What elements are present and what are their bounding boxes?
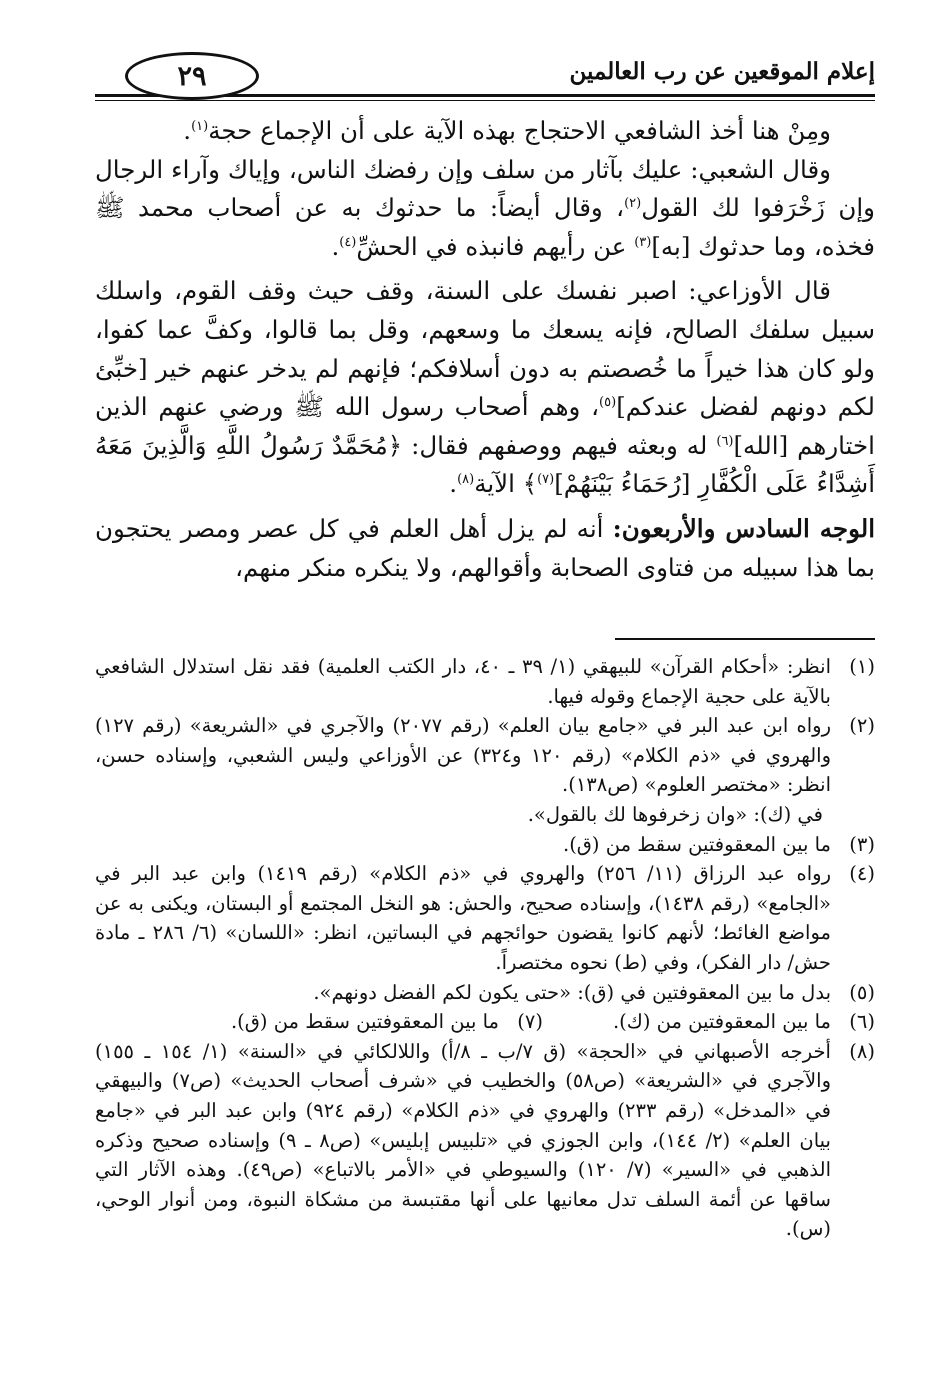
footnote-text: رواه ابن عبد البر في «جامع بيان العلم» (رقم ٢٠٧٧) والآجري في «الشريعة» (رقم ١٢٧) والهروي في «ذم الكلام» (رقم ١٢٠ و٣٢٤) عن الأوزاعي وليس الشعبي، وإسناده حسن، انظر: «مختصر العلوم» (ص١٣٨).	[95, 714, 831, 797]
footnote-text: رواه عبد الرزاق (١١/ ٢٥٦) والهروي في «ذم الكلام» (رقم ١٤١٩) وابن عبد البر في «الجامع» (رقم ١٤٣٨)، وإسناده صحيح، والحش: هو النخل المجتمع أو البستان، ويكنى به عن مواضع الغائط؛ لأنهم كانوا يقضون حوائجهم في البساتين، انظر: «اللسان» (٦/ ٢٨٦ ـ مادة حش/ دار الفكر)، وفي (ط) نحوه مختصراً.	[95, 862, 831, 974]
punctuation: .	[449, 469, 458, 499]
footnote-ref: (٨)	[457, 472, 475, 488]
footnote-8	[95, 1037, 875, 1244]
quran-verse: له وبعثه فيهم ووصفهم فقال: ﴿مُحَمَّدٌ رَسُولُ اللَّهِ وَالَّذِينَ مَعَهُ أَشِدَّاءُ عَلَى الْكُفَّارِ [رُحَمَاءُ بَيْنَهُمْ]	[95, 430, 875, 499]
footnote-2	[95, 711, 875, 800]
footnote-ref: (٥)	[599, 395, 617, 410]
footnote-7	[231, 1007, 543, 1037]
footnote-6	[613, 1007, 875, 1037]
paragraph-text: ومِنْ هنا أخذ الشافعي الاحتجاج بهذه الآية على أن الإجماع حجة	[208, 116, 831, 145]
footnote-text: ما بين المعقوفتين سقط من (ق).	[230, 1010, 499, 1034]
footnote-text: ما بين المعقوفتين سقط من (ق).	[563, 832, 831, 856]
paragraph-4	[95, 510, 875, 587]
footnote-ref: (٧)	[537, 472, 555, 488]
paragraph-text: عن رأيهم فانبذه في الحشِّ	[356, 231, 635, 261]
page-header	[95, 44, 875, 102]
footnote-text: أخرجه الأصبهاني في «الحجة» (ق ٧/ب ـ ٨/أ) واللالكائي في «السنة» (١/ ١٥٤ ـ ١٥٥) والآجري في «الشريعة» (ص٥٨) والخطيب في «شرف أصحاب الحديث» (ص٧) والبيهقي في «المدخل» (رقم ٢٣٣) والهروي في «ذم الكلام» (رقم ٩٢٤) وابن عبد البر في «جامع بيان العلم» (٢/ ١٤٤)، وابن الجوزي في «تلبيس إبليس» (ص٨ ـ ٩) وإسناده صحيح وذكره الذهبي في «السير» (٧/ ١٢٠) والسيوطي في «الأمر بالاتباع» (ص٤٩). وهذه الآثار التي ساقها عن أئمة السلف تدل معانيها على أنها مقتبسة من مشكاة النبوة، ومن أنوار الوحي، (س).	[95, 1039, 832, 1241]
page-number: ٢٩	[125, 52, 259, 100]
footnote-number: (٢)	[849, 714, 875, 738]
footnote-3	[95, 830, 875, 860]
footnote-number: (٤)	[849, 862, 875, 886]
footnote-text: انظر: «أحكام القرآن» للبيهقي (١/ ٣٩ ـ ٤٠، دار الكتب العلمية) فقد نقل استدلال الشافعي بالآية على حجية الإجماع وقوله فيها.	[95, 655, 831, 708]
footnote-1	[95, 652, 875, 711]
punctuation: .	[331, 231, 340, 261]
footnotes	[95, 652, 875, 1244]
section-heading: الوجه السادس والأربعون:	[612, 513, 876, 543]
paragraph-text: وقال الشعبي: عليك بآثار من سلف وإن رفضك الناس، وإياك وآراء الرجال وإن زَخْرَفوا لك القول	[95, 154, 875, 223]
footnote-number: (٣)	[849, 832, 875, 856]
footnote-ref: (٣)	[634, 234, 652, 250]
footnote-number: (٧)	[517, 1010, 543, 1034]
paragraph-text: قال الأوزاعي: اصبر نفسك على السنة، وقف حيث وقف القوم، واسلك سبيل سلفك الصالح، فإنه يسعك ما وسعهم، وقل بما قالوا، وكفَّ عما كفوا، ولو كان هذا خيراً ما خُصصتم به دون أسلافكم؛ فإنهم لم يدخر عنهم خير [خبِّئ لكم دونهم لفضل عندكم]	[95, 276, 875, 422]
footnote-ref: (١)	[191, 118, 209, 134]
main-text	[95, 112, 875, 587]
footnote-4	[95, 859, 875, 977]
footnote-ref: (٢)	[624, 196, 642, 212]
running-title: إعلام الموقعين عن رب العالمين	[569, 58, 875, 85]
paragraph-text: ، وقال أيضاً: ما حدثوك به عن أصحاب محمد ﷺ فخذه، وما حدثوك [به]	[95, 193, 875, 261]
paragraph-text: ﴾ الآية	[474, 469, 538, 499]
punctuation: .	[183, 116, 192, 145]
footnote-2-note	[95, 800, 875, 830]
footnote-ref: (٤)	[339, 234, 357, 250]
header-rule-thin	[95, 100, 875, 101]
footnote-variant-note: في (ك): «وان زخرفوها لك بالقول».	[527, 802, 823, 826]
paragraph-3	[95, 272, 875, 504]
paragraph-2	[95, 151, 875, 267]
footnote-text: ما بين المعقوفتين من (ك).	[612, 1010, 831, 1034]
paragraph-text: ، وهم أصحاب رسول الله ﷺ ورضي عنهم الذين اختارهم [الله]	[95, 392, 875, 460]
footnote-number: (٨)	[849, 1039, 875, 1063]
footnote-number: (١)	[849, 655, 875, 678]
paragraph-text: أنه لم يزل أهل العلم في كل عصر ومصر يحتجون بما هذا سبيله من فتاوى الصحابة وأقوالهم، ولا ينكره منكر منهم،	[95, 513, 875, 582]
paragraph-1	[95, 112, 875, 151]
footnote-separator	[615, 638, 875, 640]
footnote-number: (٦)	[849, 1010, 875, 1034]
footnote-text: بدل ما بين المعقوفتين في (ق): «حتى يكون لكم الفضل دونهم».	[313, 980, 831, 1004]
footnotes-6-7	[95, 1007, 875, 1037]
footnote-number: (٥)	[849, 980, 875, 1004]
footnote-ref: (٦)	[716, 433, 734, 449]
footnote-5	[95, 978, 875, 1008]
